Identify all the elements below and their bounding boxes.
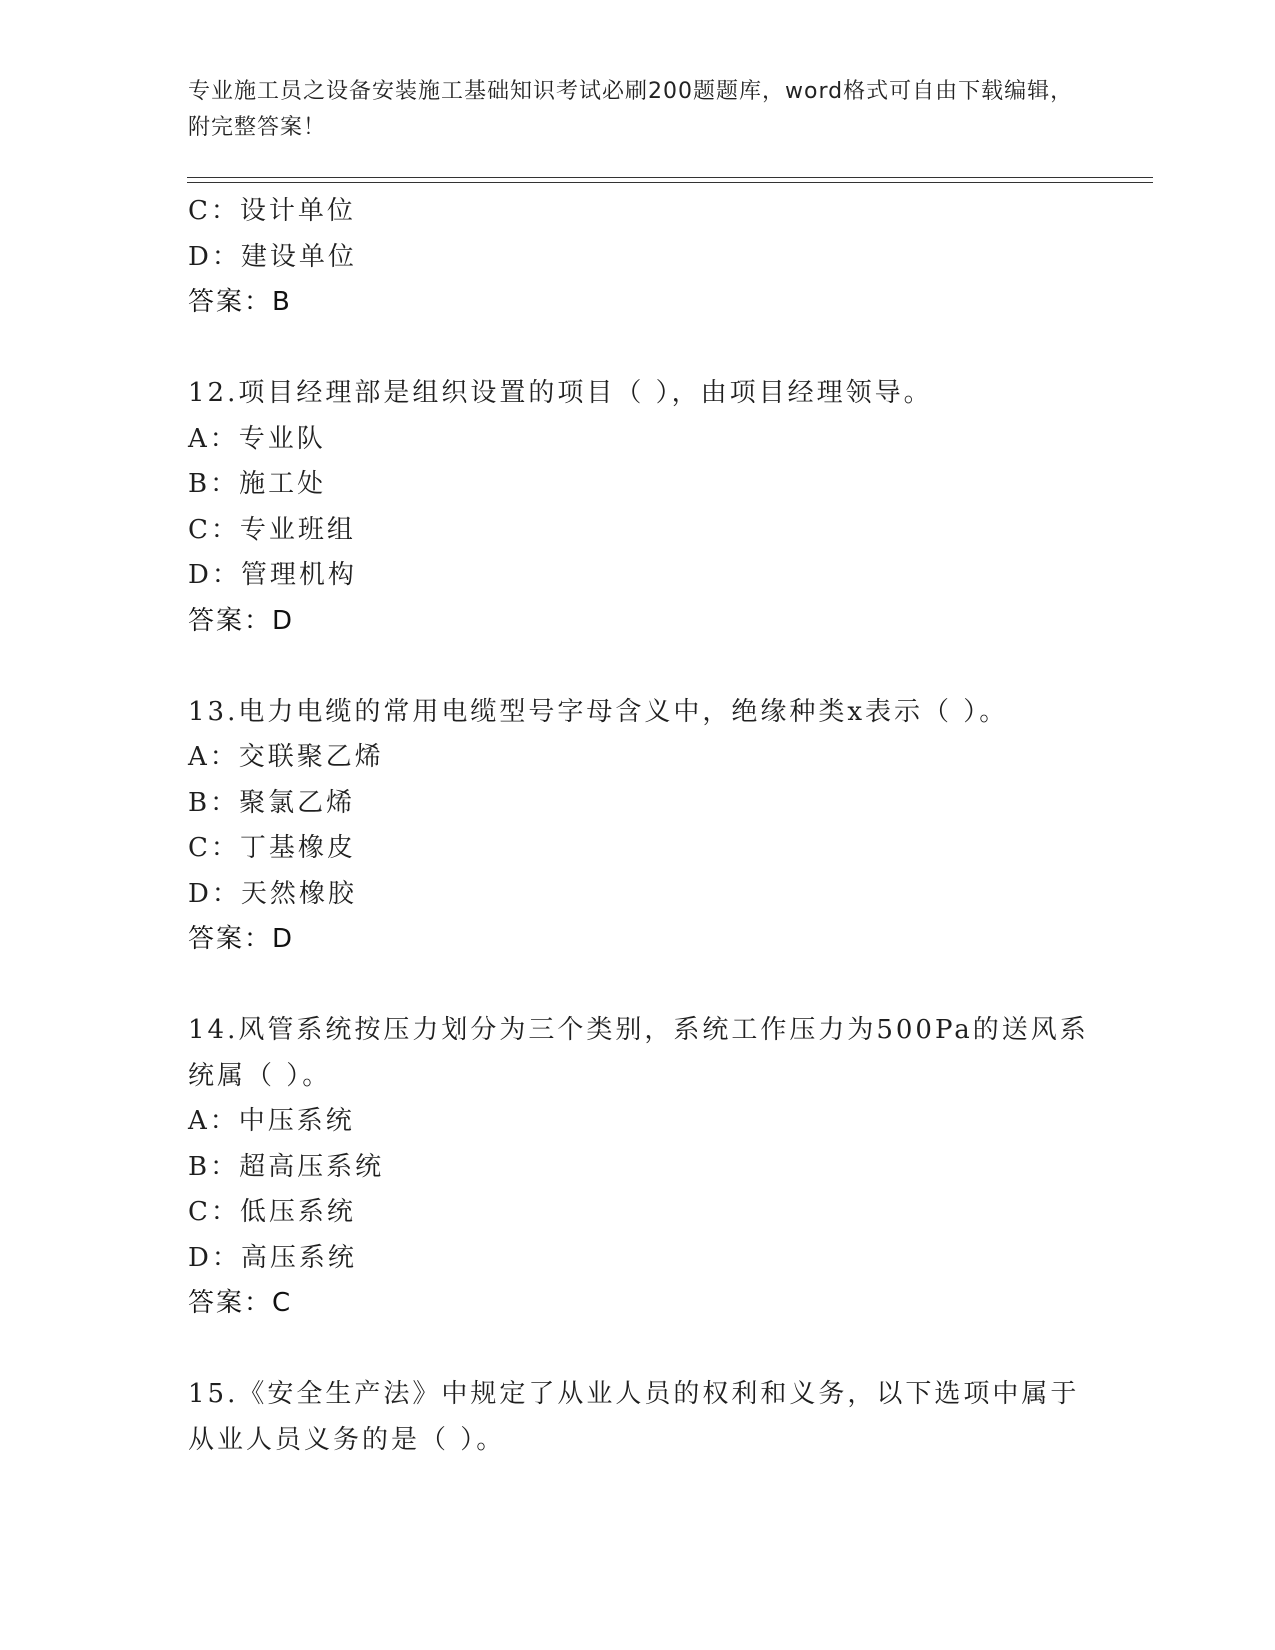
question-14 xyxy=(188,1008,1088,1327)
question-12 xyxy=(188,371,1088,644)
option-a: A：专业队 xyxy=(188,423,326,454)
option-d: D：天然橡胶 xyxy=(188,878,357,909)
spacer xyxy=(188,1327,1088,1373)
spacer xyxy=(188,644,1088,690)
question-13 xyxy=(188,690,1088,963)
option-d: D：管理机构 xyxy=(188,560,357,590)
option-c: C：低压系统 xyxy=(188,1197,356,1227)
question-stem-line-1: 14.风管系统按压力划分为三个类别，系统工作压力为500Pa的送风系 xyxy=(188,1015,1089,1045)
option-d: D：高压系统 xyxy=(188,1242,357,1273)
document-header: 专业施工员之设备安装施工基础知识考试必刷200题题库，word格式可自由下载编辑，附完整答案！ xyxy=(188,79,1074,140)
question-list xyxy=(188,189,1088,1463)
option-d: D：建设单位 xyxy=(188,241,357,272)
option-a: A：中压系统 xyxy=(188,1106,355,1136)
question-stem-line-1: 15.《安全生产法》中规定了从业人员的权利和义务，以下选项中属于 xyxy=(188,1379,1080,1409)
question-stem: 12.项目经理部是组织设置的项目（ ），由项目经理领导。 xyxy=(188,378,933,408)
option-b: B：施工处 xyxy=(188,469,327,499)
option-c: C：丁基橡皮 xyxy=(188,833,356,863)
spacer xyxy=(188,963,1088,1009)
spacer xyxy=(188,326,1088,372)
answer-line: 答案：D xyxy=(188,605,295,636)
header-divider-bottom xyxy=(187,182,1153,183)
answer-line: 答案：C xyxy=(188,1288,293,1318)
option-b: B：超高压系统 xyxy=(188,1151,385,1182)
answer-line: 答案：B xyxy=(188,287,292,317)
header-divider-top xyxy=(187,177,1153,178)
option-c: C：设计单位 xyxy=(188,196,356,226)
answer-line: 答案：D xyxy=(188,924,295,954)
question-stem-line-2: 统属（ ）。 xyxy=(188,1060,332,1091)
option-a: A：交联聚乙烯 xyxy=(188,742,384,772)
question-stem-line-2: 从业人员义务的是（ ）。 xyxy=(188,1424,506,1455)
question-11-continued xyxy=(188,189,1088,326)
option-c: C：专业班组 xyxy=(188,514,356,545)
question-15 xyxy=(188,1372,1088,1463)
option-b: B：聚氯乙烯 xyxy=(188,787,356,818)
question-stem: 13.电力电缆的常用电缆型号字母含义中，绝缘种类x表示（ ）。 xyxy=(188,696,1009,727)
